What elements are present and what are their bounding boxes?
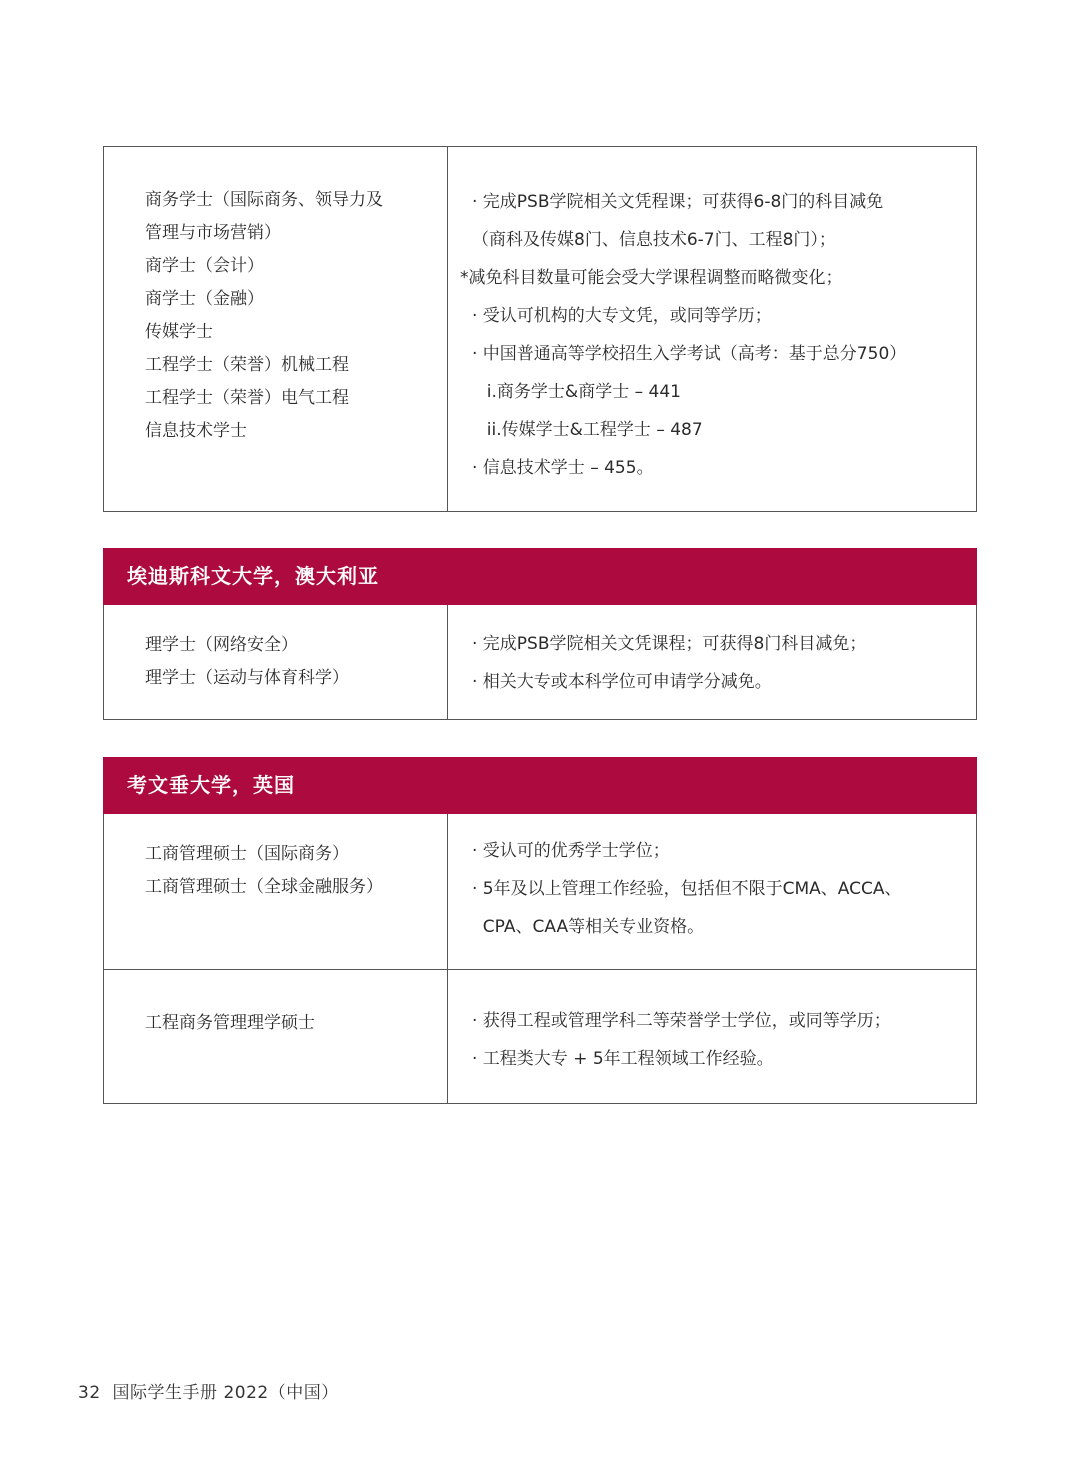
program-item: 工商管理硕士（国际商务） bbox=[145, 844, 349, 864]
requirement-subitem: ii.传媒学士&工程学士 – 487 bbox=[476, 420, 703, 440]
program-item: 理学士（网络安全） bbox=[145, 635, 298, 655]
requirement-item: （商科及传媒8门、信息技术6-7门、工程8门）； bbox=[472, 230, 836, 250]
university-header: 埃迪斯科文大学，澳大利亚 bbox=[103, 548, 977, 605]
programs-cell bbox=[104, 147, 448, 511]
program-item: 商务学士（国际商务、领导力及 bbox=[145, 190, 383, 210]
program-item: 工程学士（荣誉）机械工程 bbox=[145, 355, 349, 375]
program-item: 管理与市场营销） bbox=[145, 223, 281, 243]
table-row bbox=[104, 147, 976, 511]
section-psb-continued bbox=[103, 146, 977, 512]
requirement-item: · 受认可的优秀学士学位； bbox=[472, 841, 670, 861]
programs-cell bbox=[104, 970, 448, 1103]
requirements-cell bbox=[448, 605, 976, 719]
program-item: 理学士（运动与体育科学） bbox=[145, 668, 349, 688]
requirement-item: · 信息技术学士 – 455。 bbox=[472, 458, 654, 478]
program-table bbox=[103, 605, 977, 720]
section-coventry bbox=[103, 757, 977, 1104]
requirement-item: · 工程类大专 + 5年工程领域工作经验。 bbox=[472, 1049, 774, 1069]
requirement-item: · 完成PSB学院相关文凭课程；可获得8门科目减免； bbox=[472, 634, 867, 654]
program-table bbox=[103, 814, 977, 1104]
requirements-cell bbox=[448, 147, 976, 511]
programs-cell bbox=[104, 605, 448, 719]
program-item: 工程商务管理理学硕士 bbox=[145, 1013, 315, 1033]
program-table bbox=[103, 146, 977, 512]
requirement-item: · 5年及以上管理工作经验，包括但不限于CMA、ACCA、 bbox=[472, 879, 902, 899]
requirement-note: *减免科目数量可能会受大学课程调整而略微变化； bbox=[460, 268, 843, 288]
university-header: 考文垂大学，英国 bbox=[103, 757, 977, 814]
document-title: 国际学生手册 2022（中国） bbox=[112, 1383, 339, 1403]
table-row bbox=[104, 969, 976, 1103]
requirement-item-continued: CPA、CAA等相关专业资格。 bbox=[472, 917, 705, 937]
program-item: 工商管理硕士（全球金融服务） bbox=[145, 877, 383, 897]
requirement-subitem: i.商务学士&商学士 – 441 bbox=[476, 382, 681, 402]
table-row bbox=[104, 605, 976, 719]
requirements-cell bbox=[448, 814, 976, 969]
page-number: 32 bbox=[78, 1383, 101, 1403]
page-footer bbox=[78, 1378, 339, 1403]
program-item: 传媒学士 bbox=[145, 322, 213, 342]
requirement-item: · 中国普通高等学校招生入学考试（高考：基于总分750） bbox=[472, 344, 907, 364]
program-item: 商学士（金融） bbox=[145, 289, 264, 309]
table-row bbox=[104, 814, 976, 969]
program-item: 商学士（会计） bbox=[145, 256, 264, 276]
requirement-item: · 受认可机构的大专文凭，或同等学历； bbox=[472, 306, 772, 326]
requirements-cell bbox=[448, 970, 976, 1103]
requirement-item: · 获得工程或管理学科二等荣誉学士学位，或同等学历； bbox=[472, 1011, 891, 1031]
program-item: 信息技术学士 bbox=[145, 421, 247, 441]
requirement-item: · 完成PSB学院相关文凭程课；可获得6-8门的科目减免 bbox=[472, 192, 884, 212]
programs-cell bbox=[104, 814, 448, 969]
program-item: 工程学士（荣誉）电气工程 bbox=[145, 388, 349, 408]
section-edith-cowan bbox=[103, 548, 977, 720]
requirement-item: · 相关大专或本科学位可申请学分减免。 bbox=[472, 672, 772, 692]
